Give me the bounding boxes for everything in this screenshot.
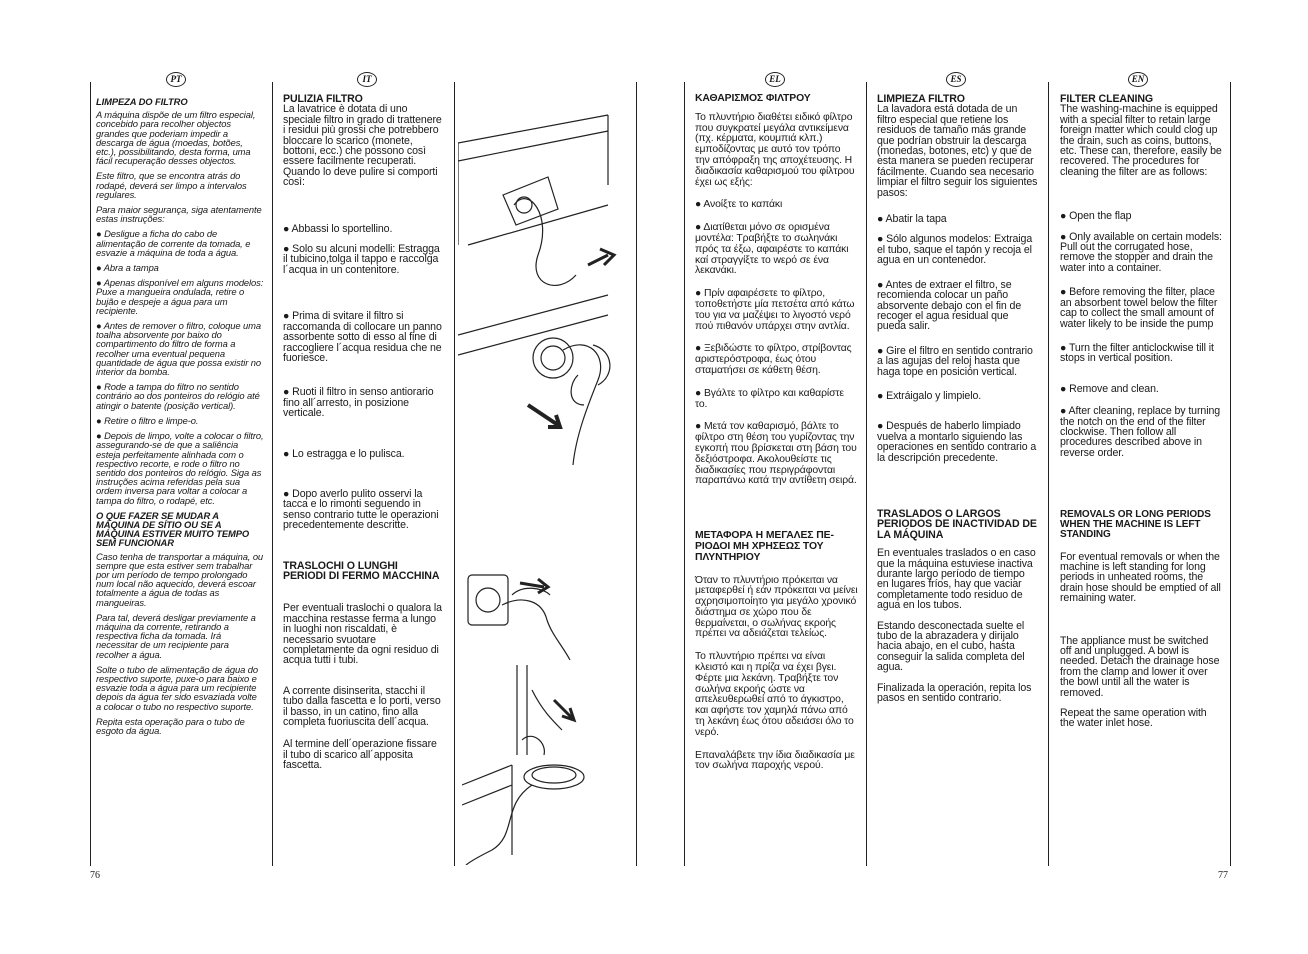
- column-divider: [636, 82, 637, 866]
- step: ● After cleaning, replace by turning the notch on the end of the filter clockwise. Then follow all procedures described above in reverse order.: [1060, 405, 1221, 459]
- section-title: TRASLADOS O LARGOS PERIODOS DE INACTIVIDAD DE LA MÁQUINA: [877, 507, 1037, 541]
- step: ● Antes de remover o filtro, coloque uma toalha absorvente por baixo do compartimento do filtro de forma a recolher uma eventual pequena quantidade de água que possa existir no interior da bomba.: [96, 320, 261, 378]
- step: ● Μετά τον καθαρισμό, βάλτε το φίλτρο στη θέση του γυρίζοντας την εγκοπή που βρίσκεται στη βάση του δεξιόστροφα. Ακολουθείστε τις διαδικασίες που περιγράφονται παραπάνω κατά την αντίθετη σειρά.: [695, 421, 857, 487]
- column-divider: [866, 82, 867, 866]
- paragraph: Το πλυντήριο διαθέτει ειδικό φίλτρο που συγκρατεί μεγάλα αντικείμενα (πχ. κέρματα, κουμπιά κλπ.) εμποδίζοντας με αυτό τον τρόπο την απόφραξη της αποχέτευσης. Η διαδικασία καθαρισμού του φίλτρου έχει ως εξής:: [695, 111, 855, 188]
- step: ● Πρίν αφαιρέσετε το φίλτρο, τοποθετήστε μία πετσέτα από κάτω του για να μαζέψει το λιγοστό νερό πού πιθανόν υπάρχει στην αντλία.: [695, 288, 855, 332]
- column-divider: [272, 82, 273, 866]
- step: ● Turn the filter anticlockwise till it stops in vertical position.: [1060, 341, 1214, 365]
- paragraph: Este filtro, que se encontra atrás do rodapé, deverá ser limpo a intervalos regulares.: [96, 170, 247, 200]
- step: ● Ξεβιδώστε το φίλτρο, στρίβοντας αριστερόστροφα, έως ότου σταματήσει σε κάθετη θέση.: [695, 343, 852, 376]
- column-en: [1060, 94, 1222, 737]
- step: ● Dopo averlo pulito osservi la tacca e lo rimonti seguendo in senso contrario tutte le operazioni precedentemente descritte.: [283, 487, 439, 532]
- step: ● Ανοίξτε το καπάκι: [695, 199, 783, 211]
- unplug-illustration: [462, 565, 572, 660]
- paragraph: Repita esta operação para o tubo de esgoto da água.: [96, 715, 245, 736]
- column-divider: [454, 82, 455, 866]
- step: ● Prima di svitare il filtro si raccomanda di collocare un panno assorbente sotto di esso al fine di raccogliere l´acqua residua che ne fuoriesce.: [283, 310, 442, 364]
- step: ● Διατίθεται μόνο σε ορισμένα μοντέλα: Τραβήξτε το σωληνάκι πρός τα έξω, αφαιρέστε το καπάκι καί στραγγίξτε το wερό σε ένα λεκανάκι.: [695, 222, 849, 277]
- step: ● Abbassi lo sportellino.: [283, 222, 393, 235]
- step: ● Rode a tampa do filtro no sentido contrário ao dos ponteiros do relógio até atingir o batente (posição vertical).: [96, 381, 260, 411]
- step: ● Abra a tampa: [96, 262, 159, 274]
- step: ● Después de haberlo limpiado vuelva a montarlo siguiendo las operaciones en sentido contrario a la descripción precedente.: [877, 420, 1037, 464]
- step: ● Sólo algunos modelos: Extraiga el tubo, saque el tapón y recoja el agua en un contenedor.: [877, 233, 1033, 267]
- column-divider: [90, 82, 91, 866]
- paragraph: La lavadora está dotada de un filtro especial que retiene los residuos de tamaño más grande que podrían obstruir la descarga (monedas, botones, etc) y que de esta manera se pueden recuperar fácilmente. Cuando sea necesario limpiar el filtro seguir los siguientes pasos:: [877, 103, 1038, 199]
- paragraph: Επαναλάβετε την ίδια διαδικασία με τον σωλήνα παροχής νερού.: [695, 749, 855, 772]
- paragraph: La lavatrice è dotata di uno speciale filtro in grado di trattenere i residui più grossi che potrebbero bloccare lo scarico (monete, bottoni, ecc.) che possono così essere facilmente recuperati. Quando lo deve pulire si comporti così:: [283, 103, 442, 189]
- step: ● Ruoti il filtro in senso antiorario fino all´arresto, in posizione verticale.: [283, 386, 434, 420]
- paragraph: The washing-machine is equipped with a special filter to retain large foreign matter which could clog up the drain, such as coins, buttons, etc. These can, therefore, easily be recovered. The procedures for cleaning the filter are as follows:: [1060, 103, 1222, 178]
- column-divider: [684, 82, 685, 866]
- paragraph: A máquina dispõe de um filtro especial, concebido para recolher objectos grandes que poderiam impedir a descarga de água (moedas, botões, etc.), possibilitando, desta forma, uma fácil recuperação desses objectos.: [96, 109, 256, 167]
- page-number-left: 76: [90, 870, 100, 881]
- paragraph: Para tal, deverá desligar previamente a máquina da corrente, retirando a respectiva ficha da tomada. Irá necessitar de um recipiente para recolher a água.: [96, 611, 256, 660]
- column-divider: [1230, 82, 1231, 866]
- column-divider: [1048, 82, 1049, 866]
- section-title: TRASLOCHI O LUNGHI PERIODI DI FERMO MACCHINA: [283, 559, 440, 582]
- section-title: ΜΕΤΑΦΟΡΑ Η ΜΕΓΑΛΕΣ ΠΕ-ΡΙΟΔΟΙ ΜΗ ΧΡΗΣΕΩΣ ΤΟΥ ΠΛΥΝΤΗΡΙΟΥ: [695, 530, 834, 563]
- step: ● Only available on certain models: Pull out the corrugated hose, remove the stopper and drain the water into a container.: [1060, 230, 1222, 274]
- step: ● Extráigalo y limpielo.: [877, 389, 982, 402]
- section-title: O QUE FAZER SE MUDAR A MÁQUINA DE SÍTIO OU SE A MÁQUINA ESTIVER MUITO TEMPO SEM FUNCIONAR: [96, 509, 250, 549]
- paragraph: Finalizada la operación, repita los pasos en sentido contrario.: [877, 681, 1032, 705]
- language-badge-es: ES: [946, 72, 966, 87]
- step: ● Gire el filtro en sentido contrario a las agujas del reloj hasta que haga tope en posición vertical.: [877, 344, 1033, 378]
- step: ● Antes de extraer el filtro, se recomienda colocar un paño absorvente debajo con el fin de recoger el agua residual que pueda salir.: [877, 278, 1022, 333]
- section-title: FILTER CLEANING: [1060, 93, 1154, 105]
- step: ● Lo estragga e lo pulisca.: [283, 447, 405, 460]
- paragraph: For eventual removals or when the machine is left standing for long periods in unheated rooms, the drain hose should be emptied of all remaining water.: [1060, 550, 1221, 605]
- step: ● Open the flap: [1060, 210, 1132, 223]
- paragraph: Το πλυντήριο πρέπει να είναι κλειστό και η πρίζα να έχει βγει. Φέρτε μια λεκάνη. Τραβήξτε τον σωλήνα εκροής ώστε να απελευθερωθεί από το άγκιστρο, και αφήστε τον χαμηλά πάνω από τη λεκάνη έως ότου αδειάσει όλο το νερό.: [695, 651, 854, 738]
- step: ● Depois de limpo, volte a colocar o filtro, assegurando-se de que a saliência esteja perfeitamente alinhada com o respectivo recorte, e rode o filtro no sentido dos ponteiros do relógio. Siga as instruções acima referidas pela sua ordem inversa para voltar a colocar a tampa do filtro, o rodapé, etc.: [96, 430, 264, 506]
- paragraph: A corrente disinserita, stacchi il tubo dalla fascetta e lo porti, verso il basso, in un catino, fino alla completa fuoriuscita dell´acqua.: [283, 684, 441, 729]
- step: ● Apenas disponível em alguns modelos: Puxe a mangueira ondulada, retire o bujão e despeje a água para um recipiente.: [96, 277, 264, 316]
- step: ● Before removing the filter, place an absorbent towel below the filter cap to collect the small amount of water likely to be inside the pump: [1060, 286, 1218, 330]
- paragraph: Per eventuali traslochi o qualora la macchina restasse ferma a lungo in luoghi non riscaldati, è necessario svuotare completamente da ogni residuo di acqua tutti i tubi.: [283, 602, 442, 667]
- filter-removal-illustration: [458, 105, 634, 465]
- paragraph: Estando desconectada suelte el tubo de la abrazadera y dirijalo hacia abajo, en el cubo, hasta conseguir la salida completa del agua.: [877, 619, 1025, 674]
- page-number-right: 77: [1218, 870, 1228, 881]
- step: ● Βγάλτε το φίλτρο και καθαρίστε το.: [695, 387, 844, 410]
- paragraph: Repeat the same operation with the water inlet hose.: [1060, 707, 1207, 730]
- column-es: [877, 94, 1038, 711]
- column-pt: [96, 97, 264, 741]
- drain-bowl-illustration: [462, 755, 592, 865]
- section-title: ΚΑΘΑΡΙΣΜΟΣ ΦΙΛΤΡΟΥ: [695, 93, 811, 104]
- step: ● Solo su alcuni modelli: Estragga il tubicino,tolga il tappo e raccolga l´acqua in un contenitore.: [283, 243, 440, 276]
- hose-clamp-illustration: [462, 660, 582, 760]
- step: ● Remove and clean.: [1060, 382, 1159, 395]
- column-it: [283, 94, 443, 779]
- paragraph: Al termine dell´operazione fissare il tubo di scarico all´apposita fascetta.: [283, 738, 437, 772]
- section-title: LIMPIEZA FILTRO: [877, 93, 965, 105]
- paragraph: Solte o tubo de alimentação de água do respectivo suporte, puxe-o para baixo e esvazie toda a água para um recipiente depois da água ter sido esvaziada volte a colocar o tubo no respectivo suporte.: [96, 663, 258, 712]
- paragraph: En eventuales traslados o en caso que la máquina estuviese inactiva durante largo período de tiempo en lugares fríos, hay que vaciar completamente todo residuo de agua en los tubos.: [877, 547, 1036, 612]
- section-title: REMOVALS OR LONG PERIODS WHEN THE MACHINE IS LEFT STANDING: [1060, 509, 1211, 540]
- step: ● Abatir la tapa: [877, 213, 947, 226]
- paragraph: Caso tenha de transportar a máquina, ou sempre que esta estiver sem trabalhar por um período de tempo prolongado num local não aquecido, deverá escoar totalmente a água de todas as mangueiras.: [96, 550, 264, 608]
- step: ● Retire o filtro e limpe-o.: [96, 414, 199, 426]
- column-el: [695, 94, 858, 780]
- language-badge-en: EN: [1128, 72, 1148, 87]
- section-title: PULIZIA FILTRO: [283, 93, 363, 105]
- step: ● Desligue a ficha do cabo de alimentação de corrente da tomada, e esvazie a máquina de toda a água.: [96, 228, 251, 258]
- language-badge-pt: PT: [166, 72, 186, 87]
- paragraph: Όταν το πλυντήριο πρόκειται να μεταφερθεί ή εάν πρόκειται να μείνει αχρησιμοποίητο για μεγάλο χρονικό διάστημα σε χώρο που δε θερμαίνεται, ο σωλήνας εκροής πρέπει να αδειάζεται τελείως.: [695, 574, 858, 640]
- language-badge-it: IT: [357, 72, 377, 87]
- paragraph: Para maior segurança, siga atentamente estas instruções:: [96, 204, 262, 225]
- paragraph: The appliance must be switched off and unplugged. A bowl is needed. Detach the drainage hose from the clamp and lower it over the bowl until all the water is removed.: [1060, 634, 1220, 699]
- language-badge-el: EL: [765, 72, 785, 87]
- section-title: LIMPEZA DO FILTRO: [96, 96, 188, 107]
